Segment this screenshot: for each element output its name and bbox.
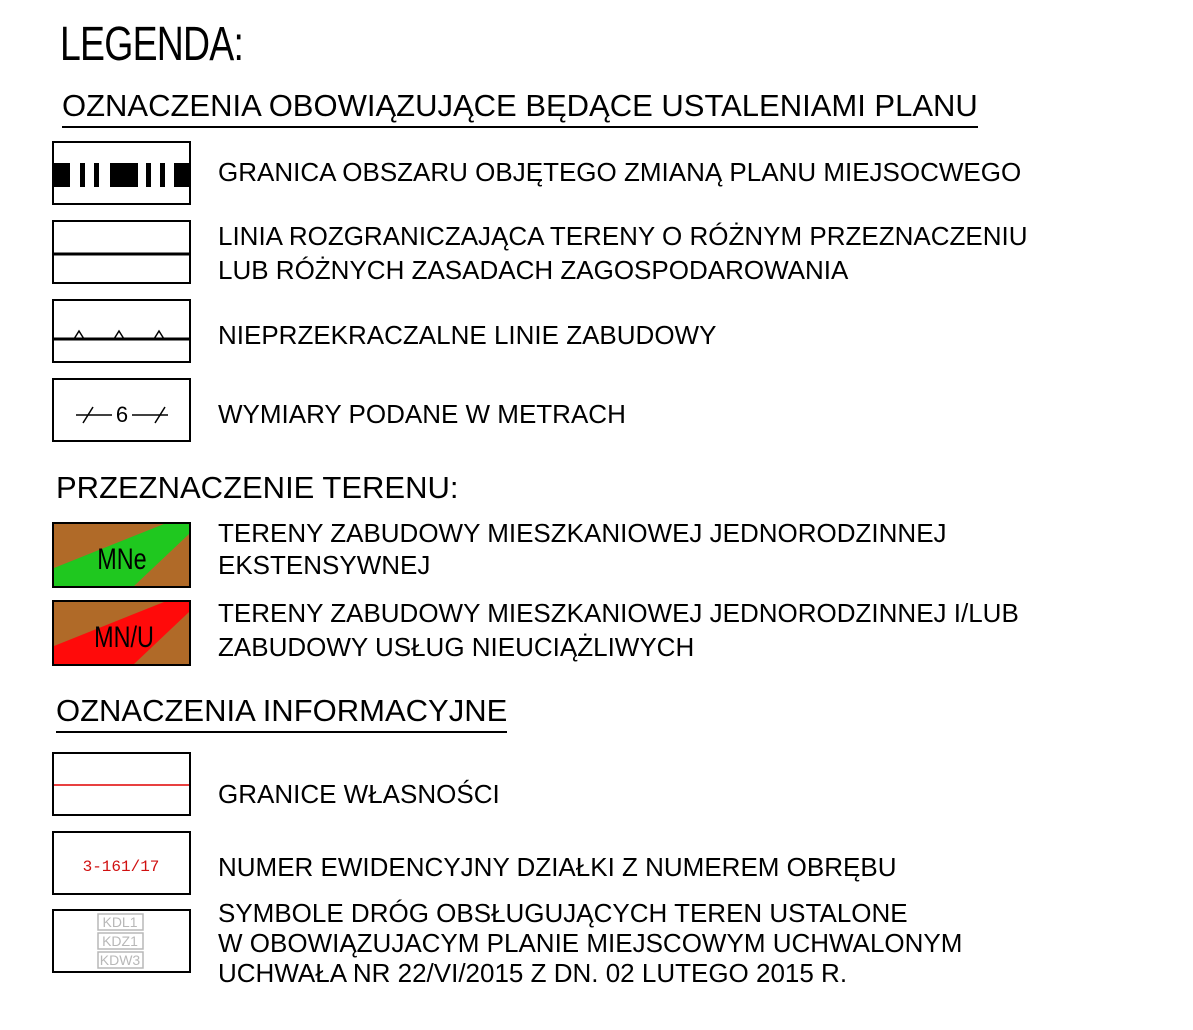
dimension-value: 6 <box>115 402 129 427</box>
section-land-use-title: PRZEZNACZENIE TERENU: <box>56 470 459 505</box>
section-binding-title: OZNACZENIA OBOWIĄZUJĄCE BĘDĄCE USTALENIAMI PLANU <box>62 88 978 123</box>
dimensions-label: WYMIARY PODANE W METRACH <box>218 399 626 429</box>
section-informational-title: OZNACZENIA INFORMACYJNE <box>56 693 508 728</box>
building-lines-label: NIEPRZEKRACZALNE LINIE ZABUDOWY <box>218 320 717 350</box>
legend-title: LEGENDA: <box>60 18 244 71</box>
roads-label-3: UCHWAŁA NR 22/VI/2015 Z DN. 02 LUTEGO 2015 R. <box>218 958 848 988</box>
roads-symbol <box>52 909 191 973</box>
demarcation-line-symbol <box>52 220 191 284</box>
parcel-number-label: NUMER EWIDENCYJNY DZIAŁKI Z NUMEREM OBRĘBU <box>218 852 897 882</box>
mne-label-2: EKSTENSYWNEJ <box>218 550 431 580</box>
mne-symbol <box>52 522 191 588</box>
mnu-label-2: ZABUDOWY USŁUG NIEUCIĄŻLIWYCH <box>218 632 695 662</box>
mne-code: MNe <box>97 542 147 576</box>
ownership-symbol <box>52 752 191 816</box>
road-symbol-kdw3: KDW3 <box>99 952 141 968</box>
mne-label-1: TERENY ZABUDOWY MIESZKANIOWEJ JEDNORODZINNEJ <box>218 518 947 548</box>
plan-boundary-label: GRANICA OBSZARU OBJĘTEGO ZMIANĄ PLANU MIEJSOCWEGO <box>218 157 1022 187</box>
building-lines-symbol <box>52 299 191 363</box>
roads-label-2: W OBOWIĄZUJACYM PLANIE MIEJSCOWYM UCHWALONYM <box>218 928 963 958</box>
mnu-symbol <box>52 600 191 666</box>
dimensions-symbol <box>52 378 191 442</box>
parcel-number-example: 3-161/17 <box>82 858 160 876</box>
road-symbol-kdl1: KDL1 <box>102 914 138 930</box>
ownership-label: GRANICE WŁASNOŚCI <box>218 779 500 809</box>
demarcation-line-label-1: LINIA ROZGRANICZAJĄCA TERENY O RÓŻNYM PRZEZNACZENIU <box>218 221 1028 251</box>
mnu-code: MN/U <box>94 620 154 654</box>
demarcation-line-label-2: LUB RÓŻNYCH ZASADACH ZAGOSPODAROWANIA <box>218 255 849 285</box>
road-symbol-kdz1: KDZ1 <box>102 933 138 949</box>
plan-boundary-symbol <box>52 141 191 205</box>
roads-label-1: SYMBOLE DRÓG OBSŁUGUJĄCYCH TEREN USTALONE <box>218 898 908 928</box>
parcel-number-symbol <box>52 831 191 895</box>
mnu-label-1: TERENY ZABUDOWY MIESZKANIOWEJ JEDNORODZINNEJ I/LUB <box>218 598 1019 628</box>
